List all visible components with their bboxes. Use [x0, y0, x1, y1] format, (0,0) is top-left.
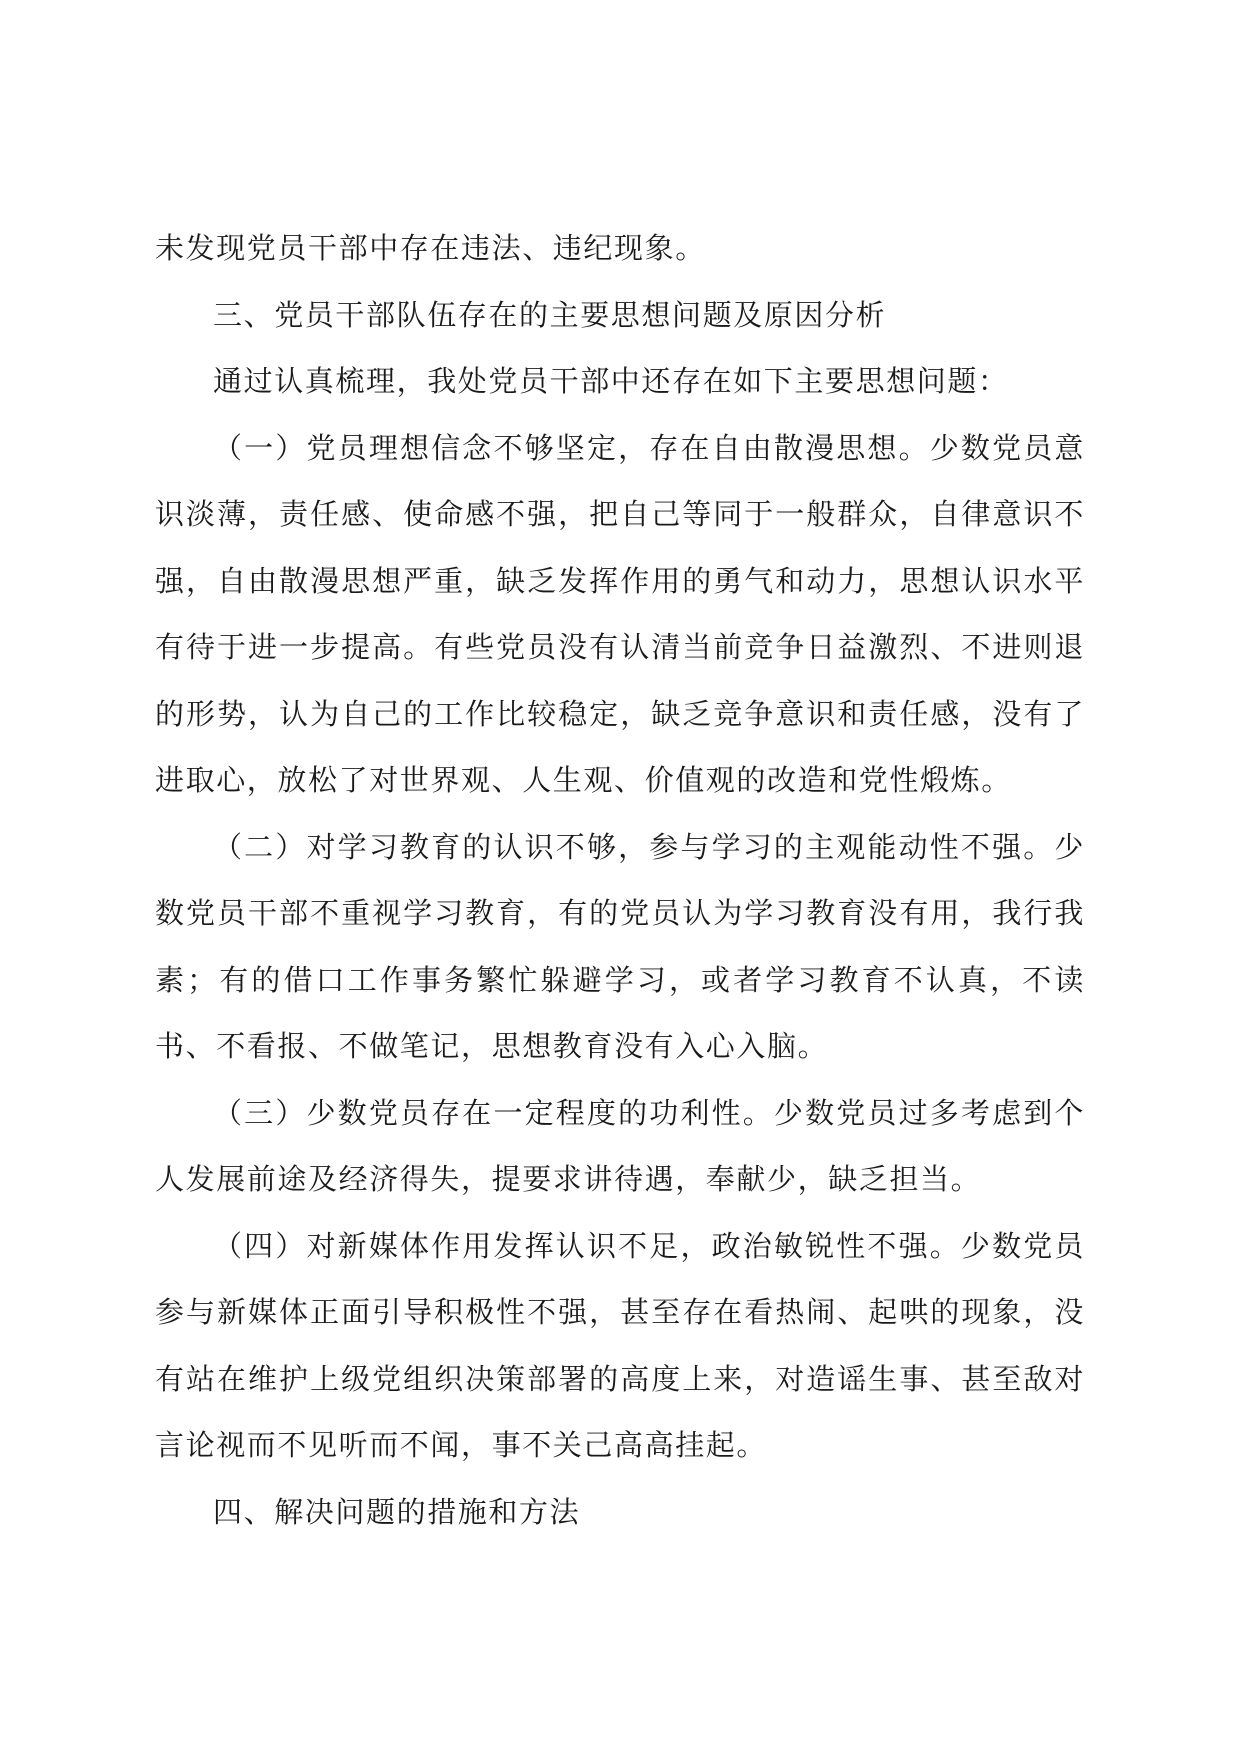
paragraph-continuation: 未发现党员干部中存在违法、违纪现象。: [155, 231, 706, 265]
paragraph-intro: 通过认真梳理，我处党员干部中还存在如下主要思想问题：: [213, 364, 1009, 398]
document-body: [155, 215, 1085, 1545]
section-heading-3: 三、党员干部队伍存在的主要思想问题及原因分析: [213, 297, 887, 332]
paragraph-item-3: （三）少数党员存在一定程度的功利性。少数党员过多考虑到个人发展前途及经济得失，提要求讲待遇，奉献少，缺乏担当。: [155, 1095, 1085, 1196]
paragraph-item-1: （一）党员理想信念不够坚定，存在自由散漫思想。少数党员意识淡薄，责任感、使命感不强，把自己等同于一般群众，自律意识不强，自由散漫思想严重，缺乏发挥作用的勇气和动力，思想认识水平有待于进一步提高。有些党员没有认清当前竞争日益激烈、不进则退的形势，认为自己的工作比较稳定，缺乏竞争意识和责任感，没有了进取心，放松了对世界观、人生观、价值观的改造和党性煅炼。: [155, 430, 1085, 797]
section-heading-4: 四、解决问题的措施和方法: [213, 1494, 581, 1529]
paragraph-item-4: （四）对新媒体作用发挥认识不足，政治敏锐性不强。少数党员参与新媒体正面引导积极性不强，甚至存在看热闹、起哄的现象，没有站在维护上级党组织决策部署的高度上来，对造谣生事、甚至敌对言论视而不见听而不闻，事不关己高高挂起。: [155, 1228, 1085, 1462]
paragraph-item-2: （二）对学习教育的认识不够，参与学习的主观能动性不强。少数党员干部不重视学习教育，有的党员认为学习教育没有用，我行我素；有的借口工作事务繁忙躲避学习，或者学习教育不认真，不读书、不看报、不做笔记，思想教育没有入心入脑。: [155, 829, 1085, 1063]
